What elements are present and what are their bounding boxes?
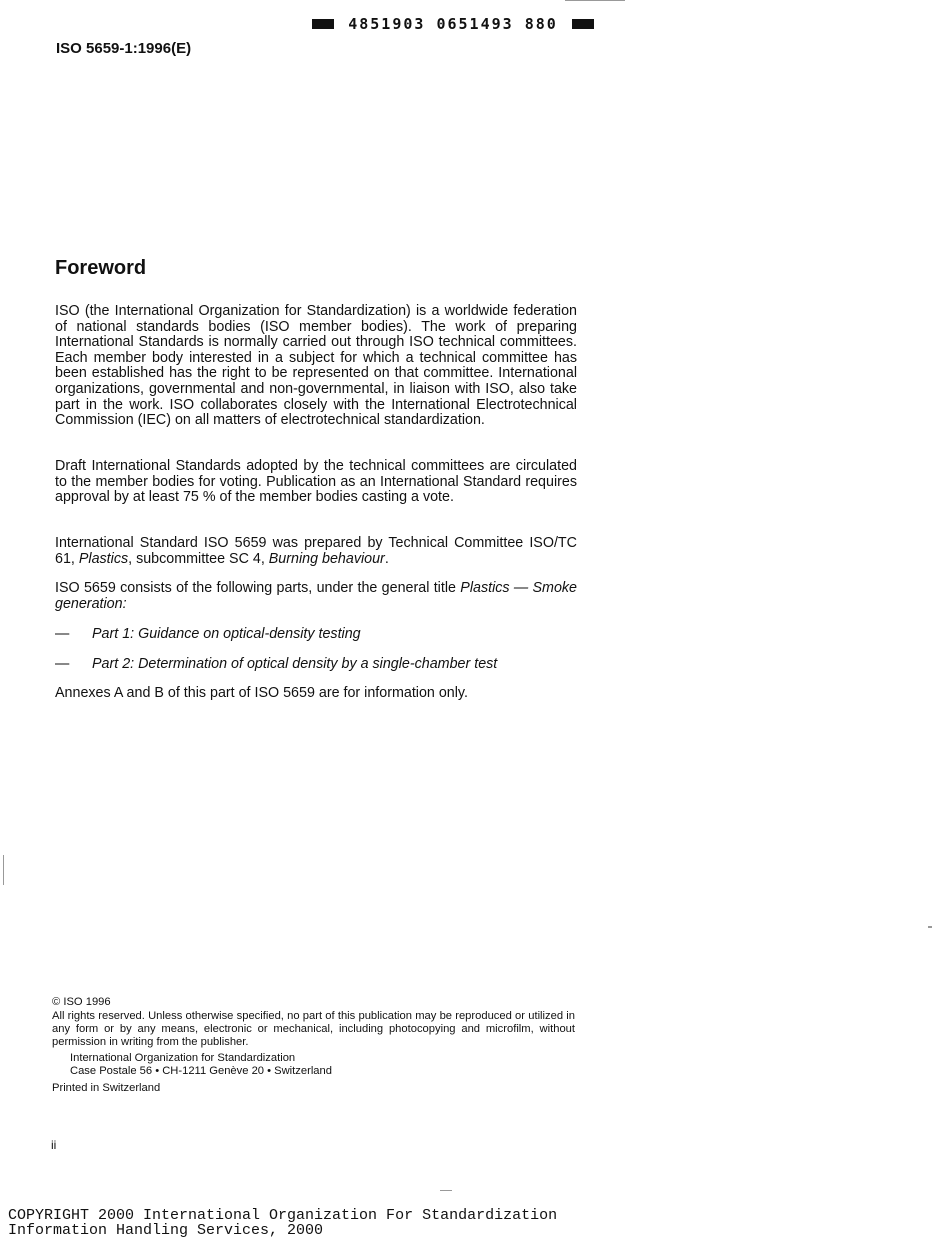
copyright-rights: All rights reserved. Unless otherwise specified, no part of this publication may be reproduced or utilized in any form or by any means, electronic or mechanical, including photocopying and microfilm, without permission in writing from the publisher. — [52, 1010, 575, 1048]
part-list-item — [55, 656, 497, 672]
foreword-paragraph-4 — [55, 581, 577, 612]
dash-bullet: — — [55, 656, 70, 672]
barcode-line — [312, 14, 594, 34]
barcode-block-left — [312, 19, 334, 29]
barcode-number: 4851903 0651493 880 — [348, 15, 558, 33]
footer-services-line: Information Handling Services, 2000 — [8, 1222, 324, 1239]
scan-artifact — [565, 0, 625, 1]
p3-subcommittee-name: Burning behaviour — [268, 550, 385, 567]
p3-committee-name: Plastics — [78, 550, 129, 567]
footer-copyright-line: COPYRIGHT 2000 International Organization For Standardization — [8, 1207, 558, 1224]
dash-bullet: — — [55, 626, 70, 642]
printed-in: Printed in Switzerland — [52, 1082, 161, 1094]
part-2-title: Part 2: Determination of optical density by a single-chamber test — [92, 656, 498, 672]
scan-artifact — [3, 855, 4, 885]
foreword-paragraph-1: ISO (the International Organization for Standardization) is a worldwide federation of national standards bodies (ISO member bodies). The work of preparing International Standards is normally carried out through ISO technical committees. Each member body interested in a subject for which a technical committee has been established has the right to be represented on that committee. International organizations, governmental and non-governmental, in liaison with ISO, also take part in the work. ISO collaborates closely with the International Electrotechnical Commission (IEC) on all matters of electrotechnical standardization. — [55, 303, 577, 429]
copyright-organization: International Organization for Standardization — [70, 1052, 296, 1064]
scan-artifact — [440, 1190, 452, 1191]
part-1-title: Part 1: Guidance on optical-density testing — [92, 626, 361, 642]
copyright-year: © ISO 1996 — [52, 996, 111, 1008]
copyright-address: Case Postale 56 • CH-1211 Genève 20 • Switzerland — [70, 1065, 332, 1077]
page-number: ii — [51, 1138, 57, 1152]
foreword-paragraph-5: Annexes A and B of this part of ISO 5659 are for information only. — [55, 685, 468, 701]
scan-artifact — [928, 926, 932, 928]
p3-text-a: International Standard ISO 5659 was prepared by Technical Committee ISO/TC 61, — [55, 535, 577, 567]
document-id: ISO 5659-1:1996(E) — [56, 40, 192, 57]
p4-text-a: ISO 5659 consists of the following parts, under the general title — [55, 580, 461, 596]
foreword-title: Foreword — [55, 257, 147, 279]
part-list-item — [55, 626, 361, 642]
p4-general-title: Plastics — Smoke generation: — [55, 580, 577, 612]
foreword-paragraph-2: Draft International Standards adopted by the technical committees are circulated to the member bodies for voting. Publication as an International Standard requires approval by at least 75 % of the member bodies casting a vote. — [55, 458, 577, 506]
barcode-block-right — [572, 19, 594, 29]
p3-text-c: , subcommittee SC 4, — [128, 550, 269, 567]
p3-text-e: . — [384, 550, 389, 567]
foreword-paragraph-3 — [55, 536, 577, 567]
